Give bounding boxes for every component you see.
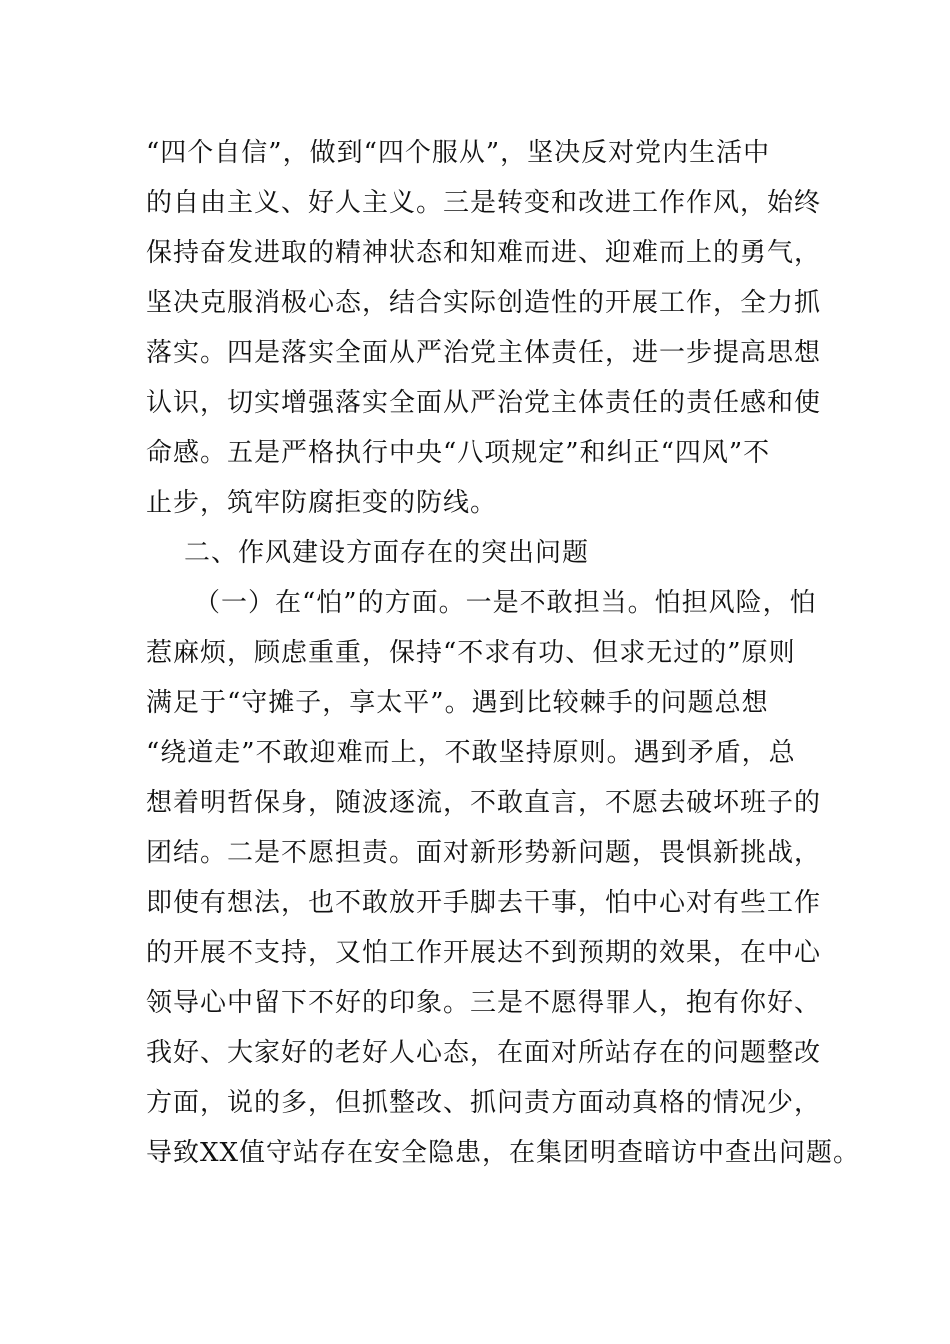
text-line: “绕道走”不敢迎难而上，不敢坚持原则。遇到矛盾，总 bbox=[146, 738, 796, 768]
document-body bbox=[146, 128, 861, 1178]
text-line: 即使有想法，也不敢放开手脚去干事，怕中心对有些工作 bbox=[146, 888, 822, 918]
paragraph-first-line: （一）在“怕”的方面。一是不敢担当。怕担风险，怕 bbox=[194, 588, 817, 618]
text-line: 认识，切实增强落实全面从严治党主体责任的责任感和使 bbox=[146, 388, 822, 418]
section-heading: 二、作风建设方面存在的突出问题 bbox=[184, 538, 590, 568]
text-line: 惹麻烦，顾虑重重，保持“不求有功、但求无过的”原则 bbox=[146, 638, 796, 668]
text-line: 领导心中留下不好的印象。三是不愿得罪人，抱有你好、 bbox=[146, 988, 822, 1018]
text-line: 命感。五是严格执行中央“八项规定”和纠正“四风”不 bbox=[146, 438, 771, 468]
text-line: 落实。四是落实全面从严治党主体责任，进一步提高思想 bbox=[146, 338, 822, 368]
text-line: 止步，筑牢防腐拒变的防线。 bbox=[146, 488, 498, 518]
text-line: 想着明哲保身，随波逐流，不敢直言，不愿去破坏班子的 bbox=[146, 788, 822, 818]
text-line: “四个自信”，做到“四个服从”，坚决反对党内生活中 bbox=[146, 138, 771, 168]
text-line: 保持奋发进取的精神状态和知难而进、迎难而上的勇气， bbox=[146, 238, 822, 268]
text-line: 的自由主义、好人主义。三是转变和改进工作作风，始终 bbox=[146, 188, 822, 218]
text-line: 导致XX值守站存在安全隐患，在集团明查暗访中查出问题。 bbox=[146, 1138, 861, 1168]
text-line: 团结。二是不愿担责。面对新形势新问题，畏惧新挑战， bbox=[146, 838, 822, 868]
text-line: 坚决克服消极心态，结合实际创造性的开展工作，全力抓 bbox=[146, 288, 822, 318]
text-line: 满足于“守摊子，享太平”。遇到比较棘手的问题总想 bbox=[146, 688, 769, 718]
text-line: 我好、大家好的老好人心态，在面对所站存在的问题整改 bbox=[146, 1038, 822, 1068]
text-line: 的开展不支持，又怕工作开展达不到预期的效果，在中心 bbox=[146, 938, 822, 968]
text-line: 方面，说的多，但抓整改、抓问责方面动真格的情况少， bbox=[146, 1088, 822, 1118]
